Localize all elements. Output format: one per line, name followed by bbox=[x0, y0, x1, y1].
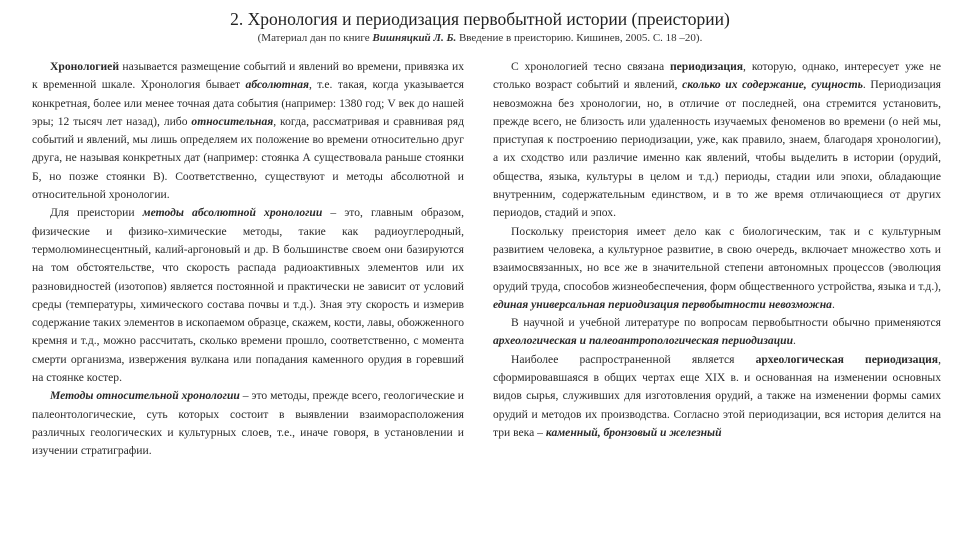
source-rest: Введение в преисторию. Кишинев, 2005. С. 18 –20). bbox=[456, 32, 703, 44]
paragraph-periodization bbox=[493, 58, 941, 223]
text: , сформировавшаяся в общих чертах еще XIX в. и основанная на изменении основных видов сырья, служивших для изготовления орудий, а также на изменении формы самих орудий и методов их производства. Согласно этой периодизации, вся история делится на три века – bbox=[493, 352, 941, 439]
term-absolute-methods: методы абсолютной хронологии bbox=[142, 206, 323, 220]
text: , которую, однако, интересует уже не столько возраст событий и явлений, bbox=[493, 60, 941, 92]
source-citation bbox=[0, 31, 960, 45]
text: В научной и учебной литературе по вопросам первобытности обычно применяются bbox=[511, 316, 941, 330]
text: . bbox=[831, 297, 835, 311]
term-archaeological-periodization: археологическая периодизация bbox=[755, 352, 939, 366]
source-prefix: (Материал дан по книге bbox=[257, 32, 373, 44]
paragraph-chronology bbox=[32, 58, 464, 204]
source-author: Вишняцкий Л. Б. bbox=[372, 32, 457, 44]
term-periodization: периодизация bbox=[669, 60, 744, 73]
text: . bbox=[793, 334, 796, 348]
right-column bbox=[493, 58, 941, 442]
text: , когда, рассматривая и сравнивая ряд событий и явлений, мы лишь определяем их положение во времени относительно друг друга, не называя конкретных дат (например: стоянка А существовала раньше стоянки Б, но позже стоянки В). Соответственно, существуют и методы абсолютной и относительной хронологии. bbox=[32, 114, 465, 202]
text: С хронологией тесно связана bbox=[511, 60, 670, 73]
text: Наиболее распространенной является bbox=[511, 352, 756, 366]
text: , т.е. такая, когда указывается конкретная, более или менее точная дата события (например: 1380 год; V век до нашей эры; 12 тысяч лет назад), либо bbox=[32, 78, 464, 128]
text: . Периодизация невозможна без хронологии, но, в отличие от последней, она стремится установить, прежде всего, не близость или удаленность изучаемых феноменов во времени (о ней мы, приступая к построению периодизации, уже, как правило, знаем, благодаря хронологии), а их сходство или различие именно как явлений, чтобы выделить в истории (орудий, общества, языка, культуры в целом и т.д.) периоды, стадии или эпохи, обладающие внутренним, содержательным единством, и в то же время отличающиеся от других периодов, стадий и эпох. bbox=[493, 78, 941, 220]
paragraph-absolute-methods bbox=[32, 204, 464, 387]
term-relative-methods: Методы относительной хронологии bbox=[50, 389, 240, 403]
term-three-ages: каменный, бронзовый и железный bbox=[545, 425, 722, 439]
left-column bbox=[32, 58, 464, 461]
paragraph-prehistory bbox=[493, 223, 941, 314]
term-relative: относительная bbox=[191, 114, 274, 128]
paragraph-archaeological bbox=[493, 351, 941, 442]
term-content-essence: сколько их содержание, сущность bbox=[682, 78, 863, 92]
term-archaeological-paleoanthropological: археологическая и палеоантропологическая периодизации bbox=[493, 334, 794, 348]
text: называется размещение событий и явлений во времени, привязка их к временной шкале. Хронология бывает bbox=[32, 60, 464, 92]
term-chronology: Хронологией bbox=[50, 60, 120, 73]
term-absolute: абсолютная bbox=[245, 78, 309, 92]
text: Для преистории bbox=[50, 206, 143, 220]
text: – это методы, прежде всего, геологические и палеонтологические, суть которых состоит в выявлении взаиморасположения различных геологических и культурных слоев, т.е., иначе говоря, в установлении и изучении стратиграфии. bbox=[32, 389, 464, 458]
paragraph-relative-methods bbox=[32, 387, 464, 460]
paragraph-literature bbox=[493, 314, 941, 351]
term-universal-periodization: единая универсальная периодизация первобытности невозможна bbox=[493, 297, 832, 311]
text: Поскольку преистория имеет дело как с биологическим, так и с культурным развитием человека, а культурное развитие, в свою очередь, включает множество хоть и взаимосвязанных, но все же в значительной степени автономных процессов (эволюция орудий труда, способов жизнеобеспечения, форм общественного устройства, языка и т.д.), bbox=[493, 224, 941, 293]
text: – это, главным образом, физические и физико-химические методы, такие как радиоуглеродный, термолюминесцентный, калий-аргоновый и др. В большинстве своем они базируются на том обстоятельстве, что скорость распада радиоактивных элементов или их разновидностей (изотопов) является постоянной и практически не зависит от условий среды (температуры, химического состава почвы и т.д.). Зная эту скорость и измерив содержание таких элементов в ископаемом образце, скажем, кости, лавы, обожженного кремня и т.д., можно рассчитать, сколько времени прошло, соответственно, с момента смерти организма, извержения вулкана или попадания каменного орудия в горевший на стоянке костер. bbox=[32, 206, 465, 385]
slide-title: 2. Хронология и периодизация первобытной истории (преистории) bbox=[230, 9, 730, 29]
